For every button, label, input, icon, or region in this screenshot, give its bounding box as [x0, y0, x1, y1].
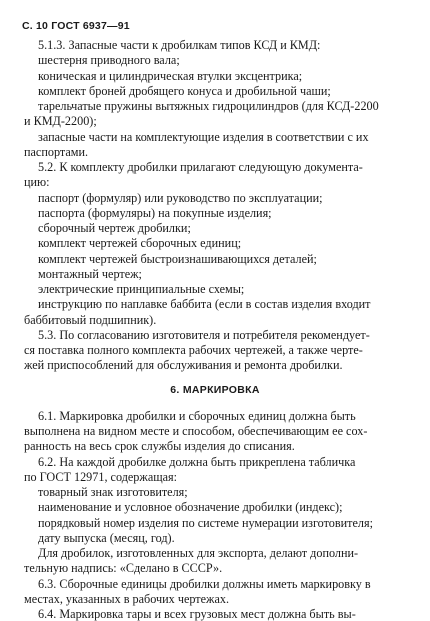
text-line: Для дробилок, изготовленных для экспорта, делают дополни- — [38, 546, 359, 560]
text-line: баббитовый подшипник). — [24, 312, 157, 327]
text-line: инструкцию по наплавке баббита (если в состав изделия входит — [38, 297, 371, 312]
text-line: 6.1. Маркировка дробилки и сборочных единиц должна быть — [38, 408, 356, 423]
text-line: цию: — [24, 175, 50, 190]
text-line: по ГОСТ 12971, содержащая: — [24, 469, 178, 484]
text-line: паспортами. — [24, 144, 89, 159]
text-line: тарельчатые пружины вытяжных гидроцилиндров (для КСД-2200 — [38, 99, 379, 113]
text-line: местах, указанных в рабочих чертежах. — [24, 591, 229, 606]
text-line: 6.2. На каждой дробилке должна быть прикреплена табличка — [38, 454, 356, 469]
text-line: ранность на весь срок службы изделия до списания. — [24, 439, 295, 454]
text-line: жей приспособлений для обслуживания и ремонта дробилки. — [24, 358, 343, 373]
text-line: шестерня приводного вала; — [38, 53, 180, 68]
text-line: 5.3. По согласованию изготовителя и потребителя рекомендует- — [38, 327, 370, 342]
text-line: сборочный чертеж дробилки; — [38, 221, 191, 235]
text-line: 6.4. Маркировка тары и всех грузовых мест должна быть вы- — [38, 607, 356, 621]
text-line: 5.1.3. Запасные части к дробилкам типов КСД и КМД: — [38, 38, 321, 52]
text-line: коническая и цилиндрическая втулки эксцентрика; — [38, 68, 303, 83]
text-line: и КМД-2200); — [24, 114, 97, 129]
text-line: дату выпуска (месяц, год). — [38, 530, 175, 545]
text-line: 5.2. К комплекту дробилки прилагают следующую документа- — [38, 160, 363, 174]
text-line: тельную надпись: «Сделано в СССР». — [24, 561, 223, 576]
text-line: комплект чертежей быстроизнашивающихся деталей; — [38, 251, 317, 266]
text-line: ся поставка полного комплекта рабочих чертежей, а также черте- — [24, 343, 363, 357]
text-line: паспорт (формуляр) или руководство по эксплуатации; — [38, 190, 323, 205]
text-line: порядковый номер изделия по системе нумерации изготовителя; — [38, 515, 373, 530]
text-line: паспорта (формуляры) на покупные изделия; — [38, 205, 272, 220]
text-line: запасные части на комплектующие изделия в соответствии с их — [38, 129, 369, 144]
text-line: электрические принципиальные схемы; — [38, 282, 245, 296]
text-line: наименование и условное обозначение дробилки (индекс); — [38, 500, 343, 515]
page-header: С. 10 ГОСТ 6937—91 — [22, 20, 130, 32]
section-heading: 6. МАРКИРОВКА — [170, 383, 260, 396]
text-line: комплект броней дробящего конуса и дробильной чаши; — [38, 83, 331, 98]
text-line: 6.3. Сборочные единицы дробилки должны иметь маркировку в — [38, 576, 371, 591]
text-line: монтажный чертеж; — [38, 266, 142, 281]
text-line: выполнена на видном месте и способом, обеспечивающим ее сох- — [24, 424, 368, 438]
text-line: комплект чертежей сборочных единиц; — [38, 236, 242, 251]
text-line: товарный знак изготовителя; — [38, 485, 188, 499]
